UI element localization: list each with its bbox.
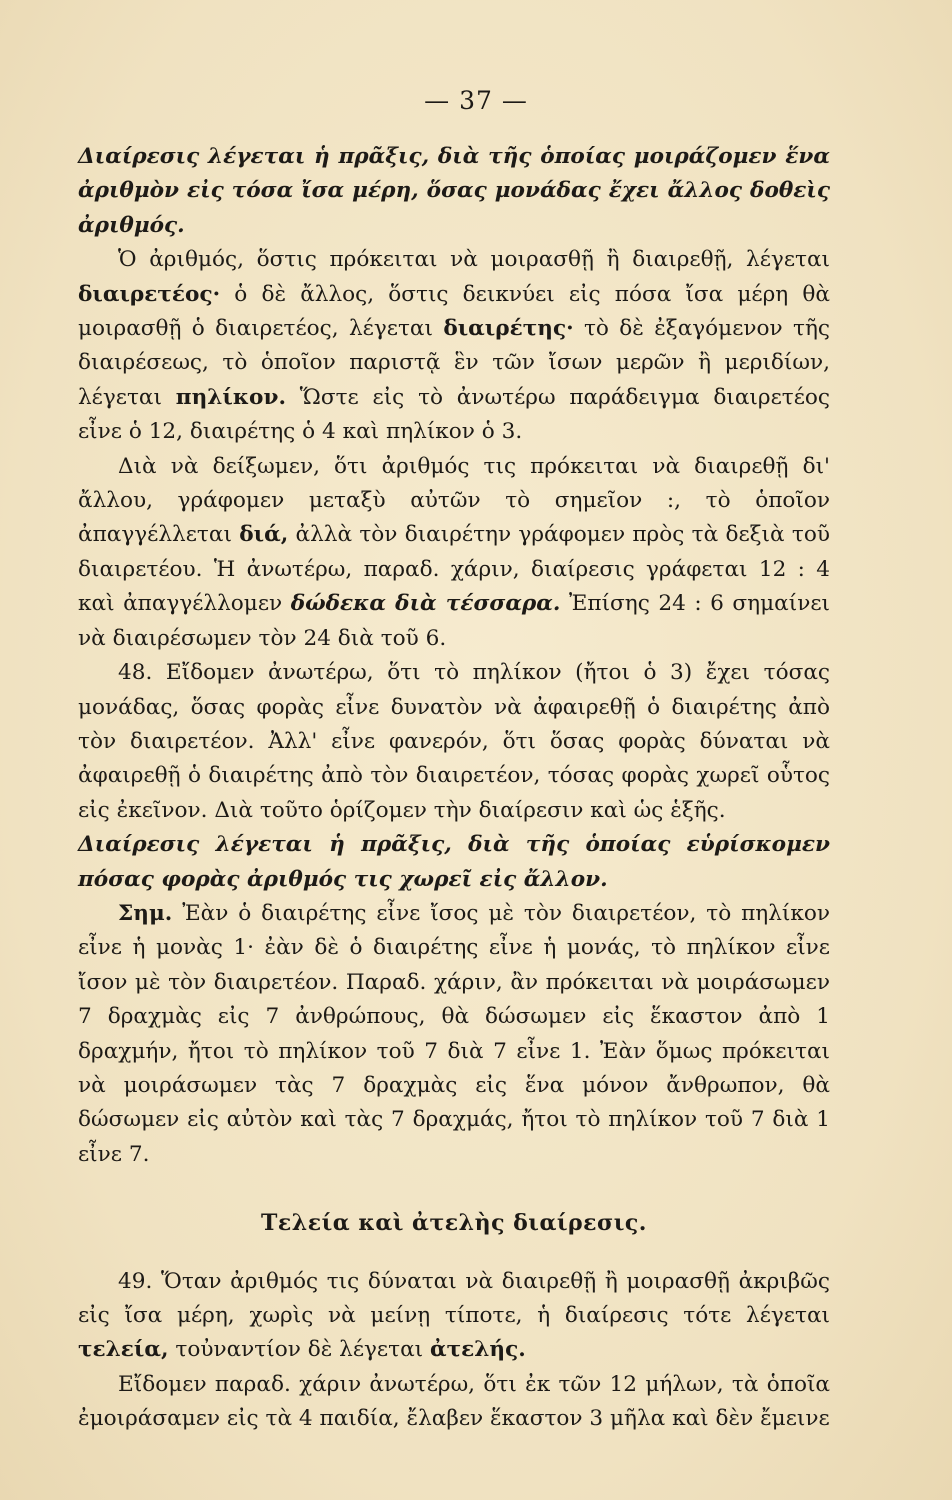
text-run: Ἐὰν ὁ διαιρέτης εἶνε ἴσος μὲ τὸν διαιρετέον, τὸ πηλίκον εἶνε ἡ μονὰς 1· ἐὰν δὲ ὁ διαιρέτης εἶνε ἡ μονάς, τὸ πηλίκον εἶνε ἴσον μὲ τὸν διαιρετέον. Παραδ. χάριν, ἂν πρόκειται νὰ μοιράσωμεν 7 δραχμὰς εἰς 7 ἀνθρώπους, θὰ δώσωμεν εἰς ἕκαστον ἀπὸ 1 δραχμήν, ἤτοι τὸ πηλίκον τοῦ 7 διὰ 7 εἶνε 1. Ἐὰν ὅμως πρόκειται νὰ μοιράσωμεν τὰς 7 δραχμὰς εἰς ἕνα μόνον ἄνθρωπον, θὰ δώσωμεν εἰς αὐτὸν καὶ τὰς 7 δραχμάς, ἤτοι τὸ πηλίκον τοῦ 7 διὰ 1 εἶνε 7. xyxy=(78,900,830,1167)
paragraph-terms xyxy=(78,243,830,449)
text-run: τὸ δὲ ἐξαγόμενον τῆς διαιρέσεως, τὸ ὁποῖον παριστᾷ ἓν τῶν ἴσων μερῶν ἢ μεριδίων, λέγεται xyxy=(78,316,830,410)
section-heading: Τελεία καὶ ἀτελὴς διαίρεσις. xyxy=(261,1210,647,1237)
text-run: ἀλλὰ τὸν διαιρέτην γράφομεν πρὸς τὰ δεξιὰ τοῦ διαιρετέου. Ἡ ἀνωτέρω, παραδ. χάριν, διαίρεσις γράφεται 12 : 4 καὶ ἀπαγγέλλομεν xyxy=(78,522,830,617)
term-complete: τελεία, xyxy=(78,1337,169,1363)
text-run: Ὥστε εἰς τὸ ἀνωτέρω παράδειγμα διαιρετέος εἶνε ὁ 12, διαιρέτης ὁ 4 καὶ πηλίκον ὁ 3. xyxy=(78,384,831,445)
term-incomplete: ἀτελής. xyxy=(430,1337,526,1363)
paragraph-note xyxy=(78,897,830,1172)
page-body xyxy=(78,140,830,1437)
term-dia: διά, xyxy=(239,522,289,548)
reading-example: δώδεκα διὰ τέσσαρα. xyxy=(290,591,561,617)
paragraph-notation xyxy=(78,450,830,656)
text-run: 49. Ὅταν ἀριθμός τις δύναται νὰ διαιρεθῇ ἢ μοιρασθῇ ἀκριβῶς εἰς ἴσα μέρη, χωρὶς νὰ μείνῃ τίποτε, ἡ διαίρεσις τότε λέγεται xyxy=(78,1268,830,1328)
term-dividend: διαιρετέος· xyxy=(78,281,221,307)
note-label: Σημ. xyxy=(118,900,173,926)
term-divisor: διαιρέτης· xyxy=(443,316,574,342)
text-run: Ὁ ἀριθμός, ὅστις πρόκειται νὰ μοιρασθῇ ἢ διαιρεθῇ, λέγεται xyxy=(118,247,830,273)
division-definition: Διαίρεσις λέγεται ἡ πρᾶξις, διὰ τῆς ὁποίας μοιράζομεν ἕνα ἀριθμὸν εἰς τόσα ἴσα μέρη, ὅσας μονάδας ἔχει ἄλλος δοθεὶς ἀριθμός. xyxy=(78,144,830,238)
text-run: Διὰ νὰ δείξωμεν, ὅτι ἀριθμός τις πρόκειται νὰ διαιρεθῇ δι' ἄλλου, γράφομεν μεταξὺ αὐτῶν τὸ σημεῖον :, τὸ ὁποῖον ἀπαγγέλλεται xyxy=(78,453,830,548)
text-run: Ἐπίσης 24 : 6 σημαίνει νὰ διαιρέσωμεν τὸν 24 διὰ τοῦ 6. xyxy=(78,591,830,651)
text-run: ὁ δὲ ἄλλος, ὅστις δεικνύει εἰς πόσα ἴσα μέρη θὰ μοιρασθῇ ὁ διαιρετέος, λέγεται xyxy=(78,281,830,342)
paragraph-example: Εἴδομεν παραδ. χάριν ἀνωτέρω, ὅτι ἐκ τῶν 12 μήλων, τὰ ὁποῖα ἐμοιράσαμεν εἰς τὰ 4 παιδία, ἔλαβεν ἕκαστον 3 μῆλα καὶ δὲν ἔμεινε xyxy=(78,1371,830,1432)
term-quotient: πηλίκον. xyxy=(175,384,286,410)
division-definition-2: Διαίρεσις λέγεται ἡ πρᾶξις, διὰ τῆς ὁποίας εὑρίσκομεν πόσας φορὰς ἀριθμός τις χωρεῖ εἰς ἄλλον. xyxy=(78,832,830,892)
paragraph-49 xyxy=(78,1265,830,1368)
text-run: τοὐναντίον δὲ λέγεται xyxy=(175,1337,424,1363)
page-number: — 37 — xyxy=(424,86,528,115)
paragraph-48: 48. Εἴδομεν ἀνωτέρω, ὅτι τὸ πηλίκον (ἤτοι ὁ 3) ἔχει τόσας μονάδας, ὅσας φορὰς εἶνε δυνατὸν νὰ ἀφαιρεθῇ ὁ διαιρέτης ἀπὸ τὸν διαιρετέον. Ἀλλ' εἶνε φανερόν, ὅτι ὅσας φορὰς δύναται νὰ ἀφαιρεθῇ ὁ διαιρέτης ἀπὸ τὸν διαιρετέον, τόσας φορὰς χωρεῖ οὗτος εἰς ἐκεῖνον. Διὰ τοῦτο ὁρίζομεν τὴν διαίρεσιν καὶ ὡς ἑξῆς. xyxy=(78,660,830,823)
